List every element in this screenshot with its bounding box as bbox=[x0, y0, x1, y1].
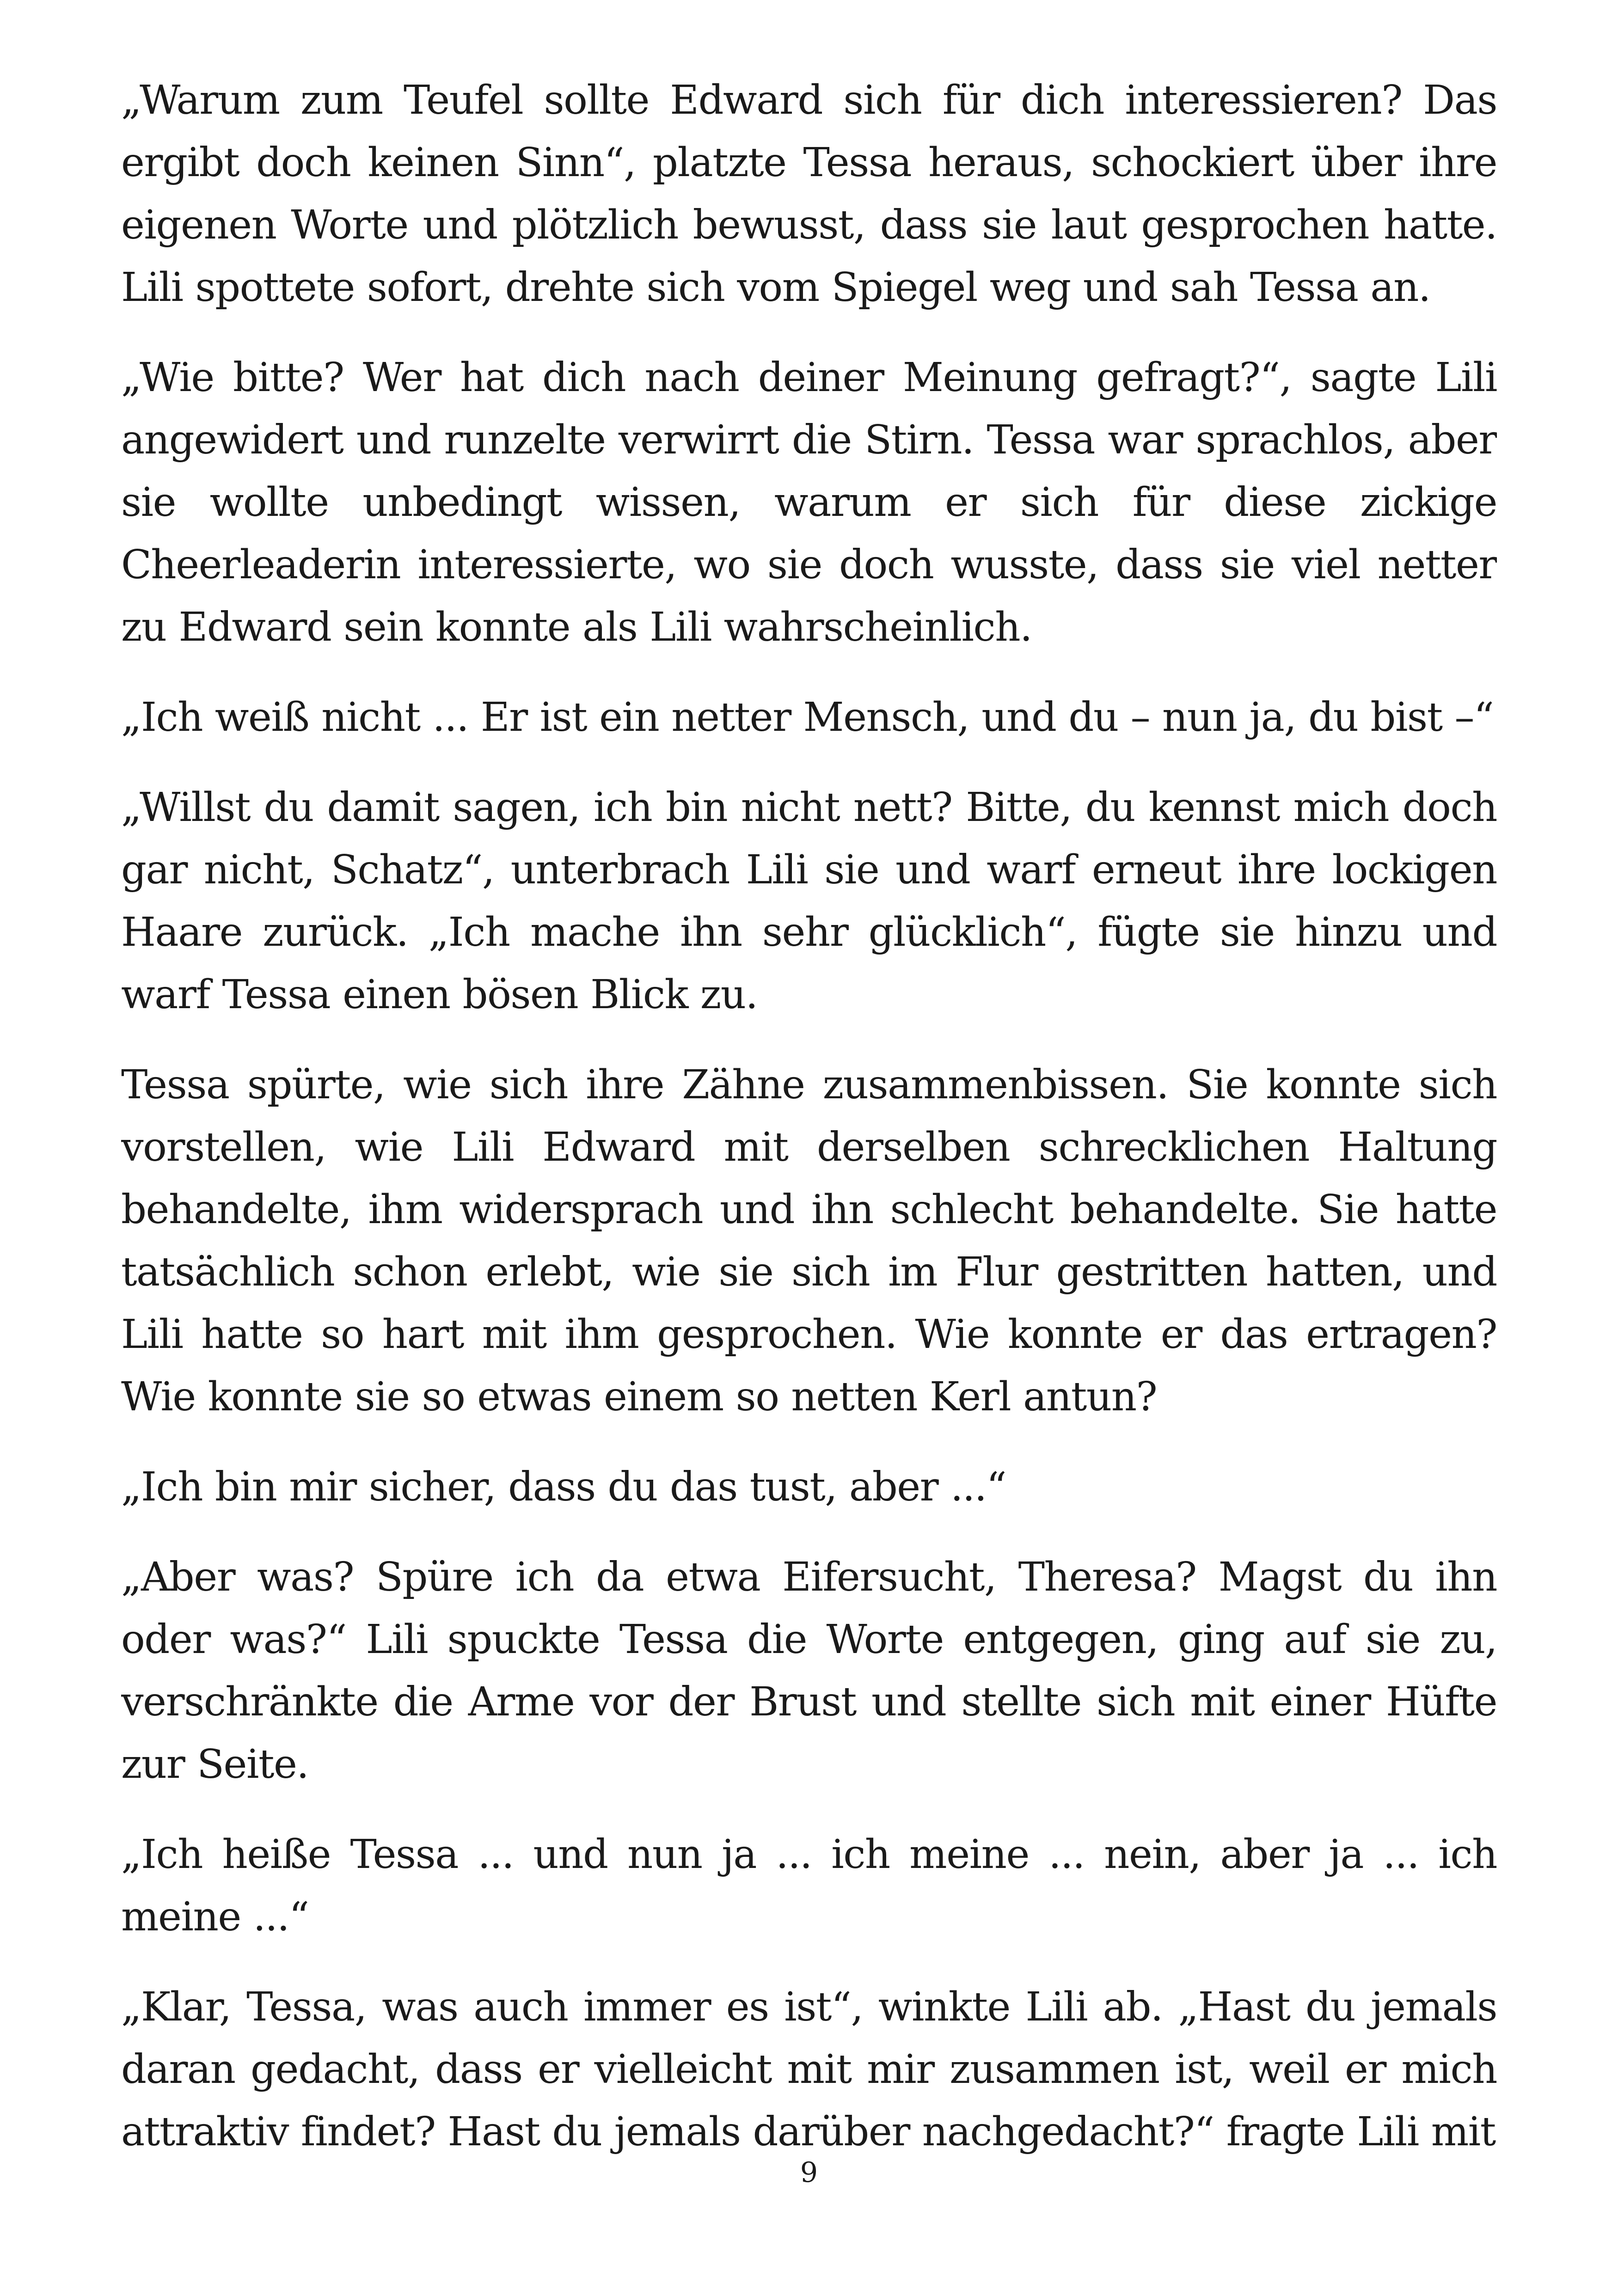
paragraph-7: „Aber was? Spüre ich da etwa Eifersucht, Theresa? Magst du ihn oder was?“ Lili spuckte Tessa die Worte entgegen, ging auf sie zu, verschränkte die Arme vor der Brust und stellte sich mit einer Hüfte zur Seite. bbox=[121, 1554, 1497, 1788]
page-number: 9 bbox=[800, 2156, 818, 2189]
paragraph-1: „Warum zum Teufel sollte Edward sich für dich interessieren? Das ergibt doch keinen Sinn“, platzte Tessa heraus, schockiert über ihre eigenen Worte und plötzlich bewusst, dass sie laut gesprochen hatte. Lili spottete sofort, drehte sich vom Spiegel weg und sah Tessa an. bbox=[121, 77, 1497, 311]
paragraph-6: „Ich bin mir sicher, dass du das tust, aber ...“ bbox=[121, 1464, 1006, 1510]
paragraph-9: „Klar, Tessa, was auch immer es ist“, winkte Lili ab. „Hast du jemals daran gedacht, dass er vielleicht mit mir zusammen ist, weil er mich attraktiv findet? Hast du jemals darüber nachgedacht?“ fragte Lili mit bbox=[121, 1984, 1497, 2155]
book-page bbox=[121, 69, 1497, 2196]
paragraph-4: „Willst du damit sagen, ich bin nicht nett? Bitte, du kennst mich doch gar nicht, Schatz“, unterbrach Lili sie und warf erneut ihre lockigen Haare zurück. „Ich mache ihn sehr glücklich“, fügte sie hinzu und warf Tessa einen bösen Blick zu. bbox=[121, 784, 1497, 1018]
paragraph-5: Tessa spürte, wie sich ihre Zähne zusammenbissen. Sie konnte sich vorstellen, wie Lili Edward mit derselben schrecklichen Haltung behandelte, ihm widersprach und ihn schlecht behandelte. Sie hatte tatsächlich schon erlebt, wie sie sich im Flur gestritten hatten, und Lili hatte so hart mit ihm gesprochen. Wie konnte er das ertragen? Wie konnte sie so etwas einem so netten Kerl antun? bbox=[121, 1062, 1497, 1420]
paragraph-3: „Ich weiß nicht ... Er ist ein netter Mensch, und du – nun ja, du bist –“ bbox=[121, 694, 1494, 741]
paragraph-2: „Wie bitte? Wer hat dich nach deiner Meinung gefragt?“, sagte Lili angewidert und runzelte verwirrt die Stirn. Tessa war sprachlos, aber sie wollte unbedingt wissen, warum er sich für diese zickige Cheerleaderin interessierte, wo sie doch wusste, dass sie viel netter zu Edward sein konnte als Lili wahrscheinlich. bbox=[121, 355, 1497, 650]
paragraph-8: „Ich heiße Tessa ... und nun ja ... ich meine ... nein, aber ja ... ich meine ...“ bbox=[121, 1831, 1497, 1940]
